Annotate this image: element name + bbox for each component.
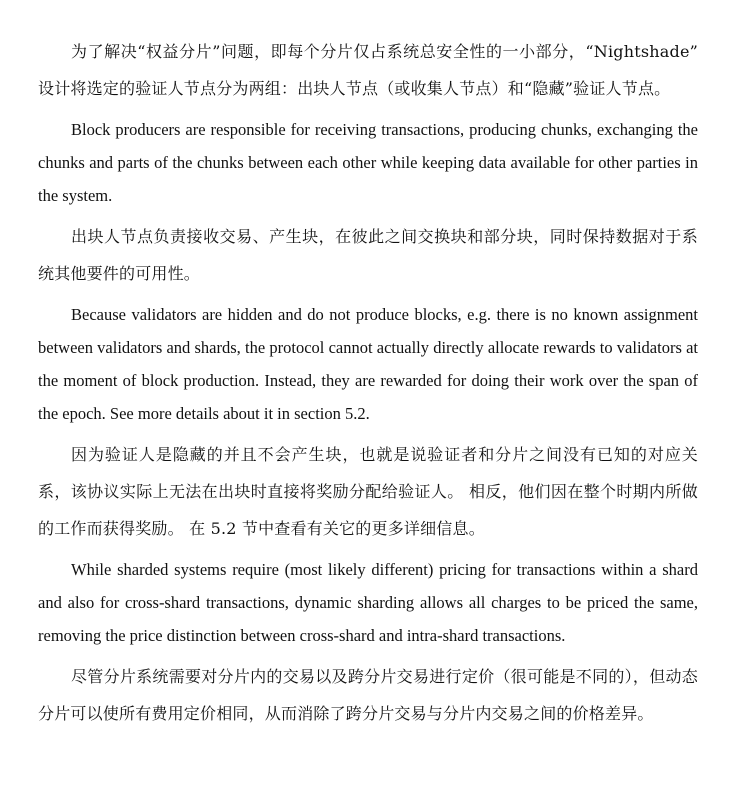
paragraph-en-block-producers: Block producers are responsible for receiving transactions, producing chunks, exchanging the chunks and parts of the chunks between each other while keeping data available for other parties in the system. — [38, 120, 698, 205]
paragraph-en-dynamic-sharding: While sharded systems require (most likely different) pricing for transactions within a shard and also for cross-shard transactions, dynamic sharding allows all charges to be priced the same, removing the price distinction between cross-shard and intra-shard transactions. — [38, 560, 698, 645]
paragraph-zh-dynamic-sharding: 尽管分片系统需要对分片内的交易以及跨分片交易进行定价（很可能是不同的），但动态分片可以使所有费用定价相同，从而消除了跨分片交易与分片内交易之间的价格差异。 — [38, 667, 698, 723]
paragraph-zh-block-producers: 出块人节点负责接收交易、产生块，在彼此之间交换块和部分块，同时保持数据对于系统其他要件的可用性。 — [38, 227, 698, 283]
paragraph-zh-hidden-validators: 因为验证人是隐藏的并且不会产生块，也就是说验证者和分片之间没有已知的对应关系，该协议实际上无法在出块时直接将奖励分配给验证人。 相反，他们因在整个时期内所做的工作而获得奖励。 在 5.2 节中查看有关它的更多详细信息。 — [38, 445, 698, 538]
paragraph-en-hidden-validators: Because validators are hidden and do not produce blocks, e.g. there is no known assignment between validators and shards, the protocol cannot actually directly allocate rewards to validators at the moment of block production. Instead, they are rewarded for doing their work over the span of the epoch. See more details about it in section 5.2. — [38, 305, 698, 423]
document-body — [38, 33, 698, 732]
paragraph-zh-stake-sharding: 为了解决“权益分片”问题，即每个分片仅占系统总安全性的一小部分，“Nightshade” 设计将选定的验证人节点分为两组：出块人节点（或收集人节点）和“隐藏”验证人节点。 — [38, 42, 698, 98]
